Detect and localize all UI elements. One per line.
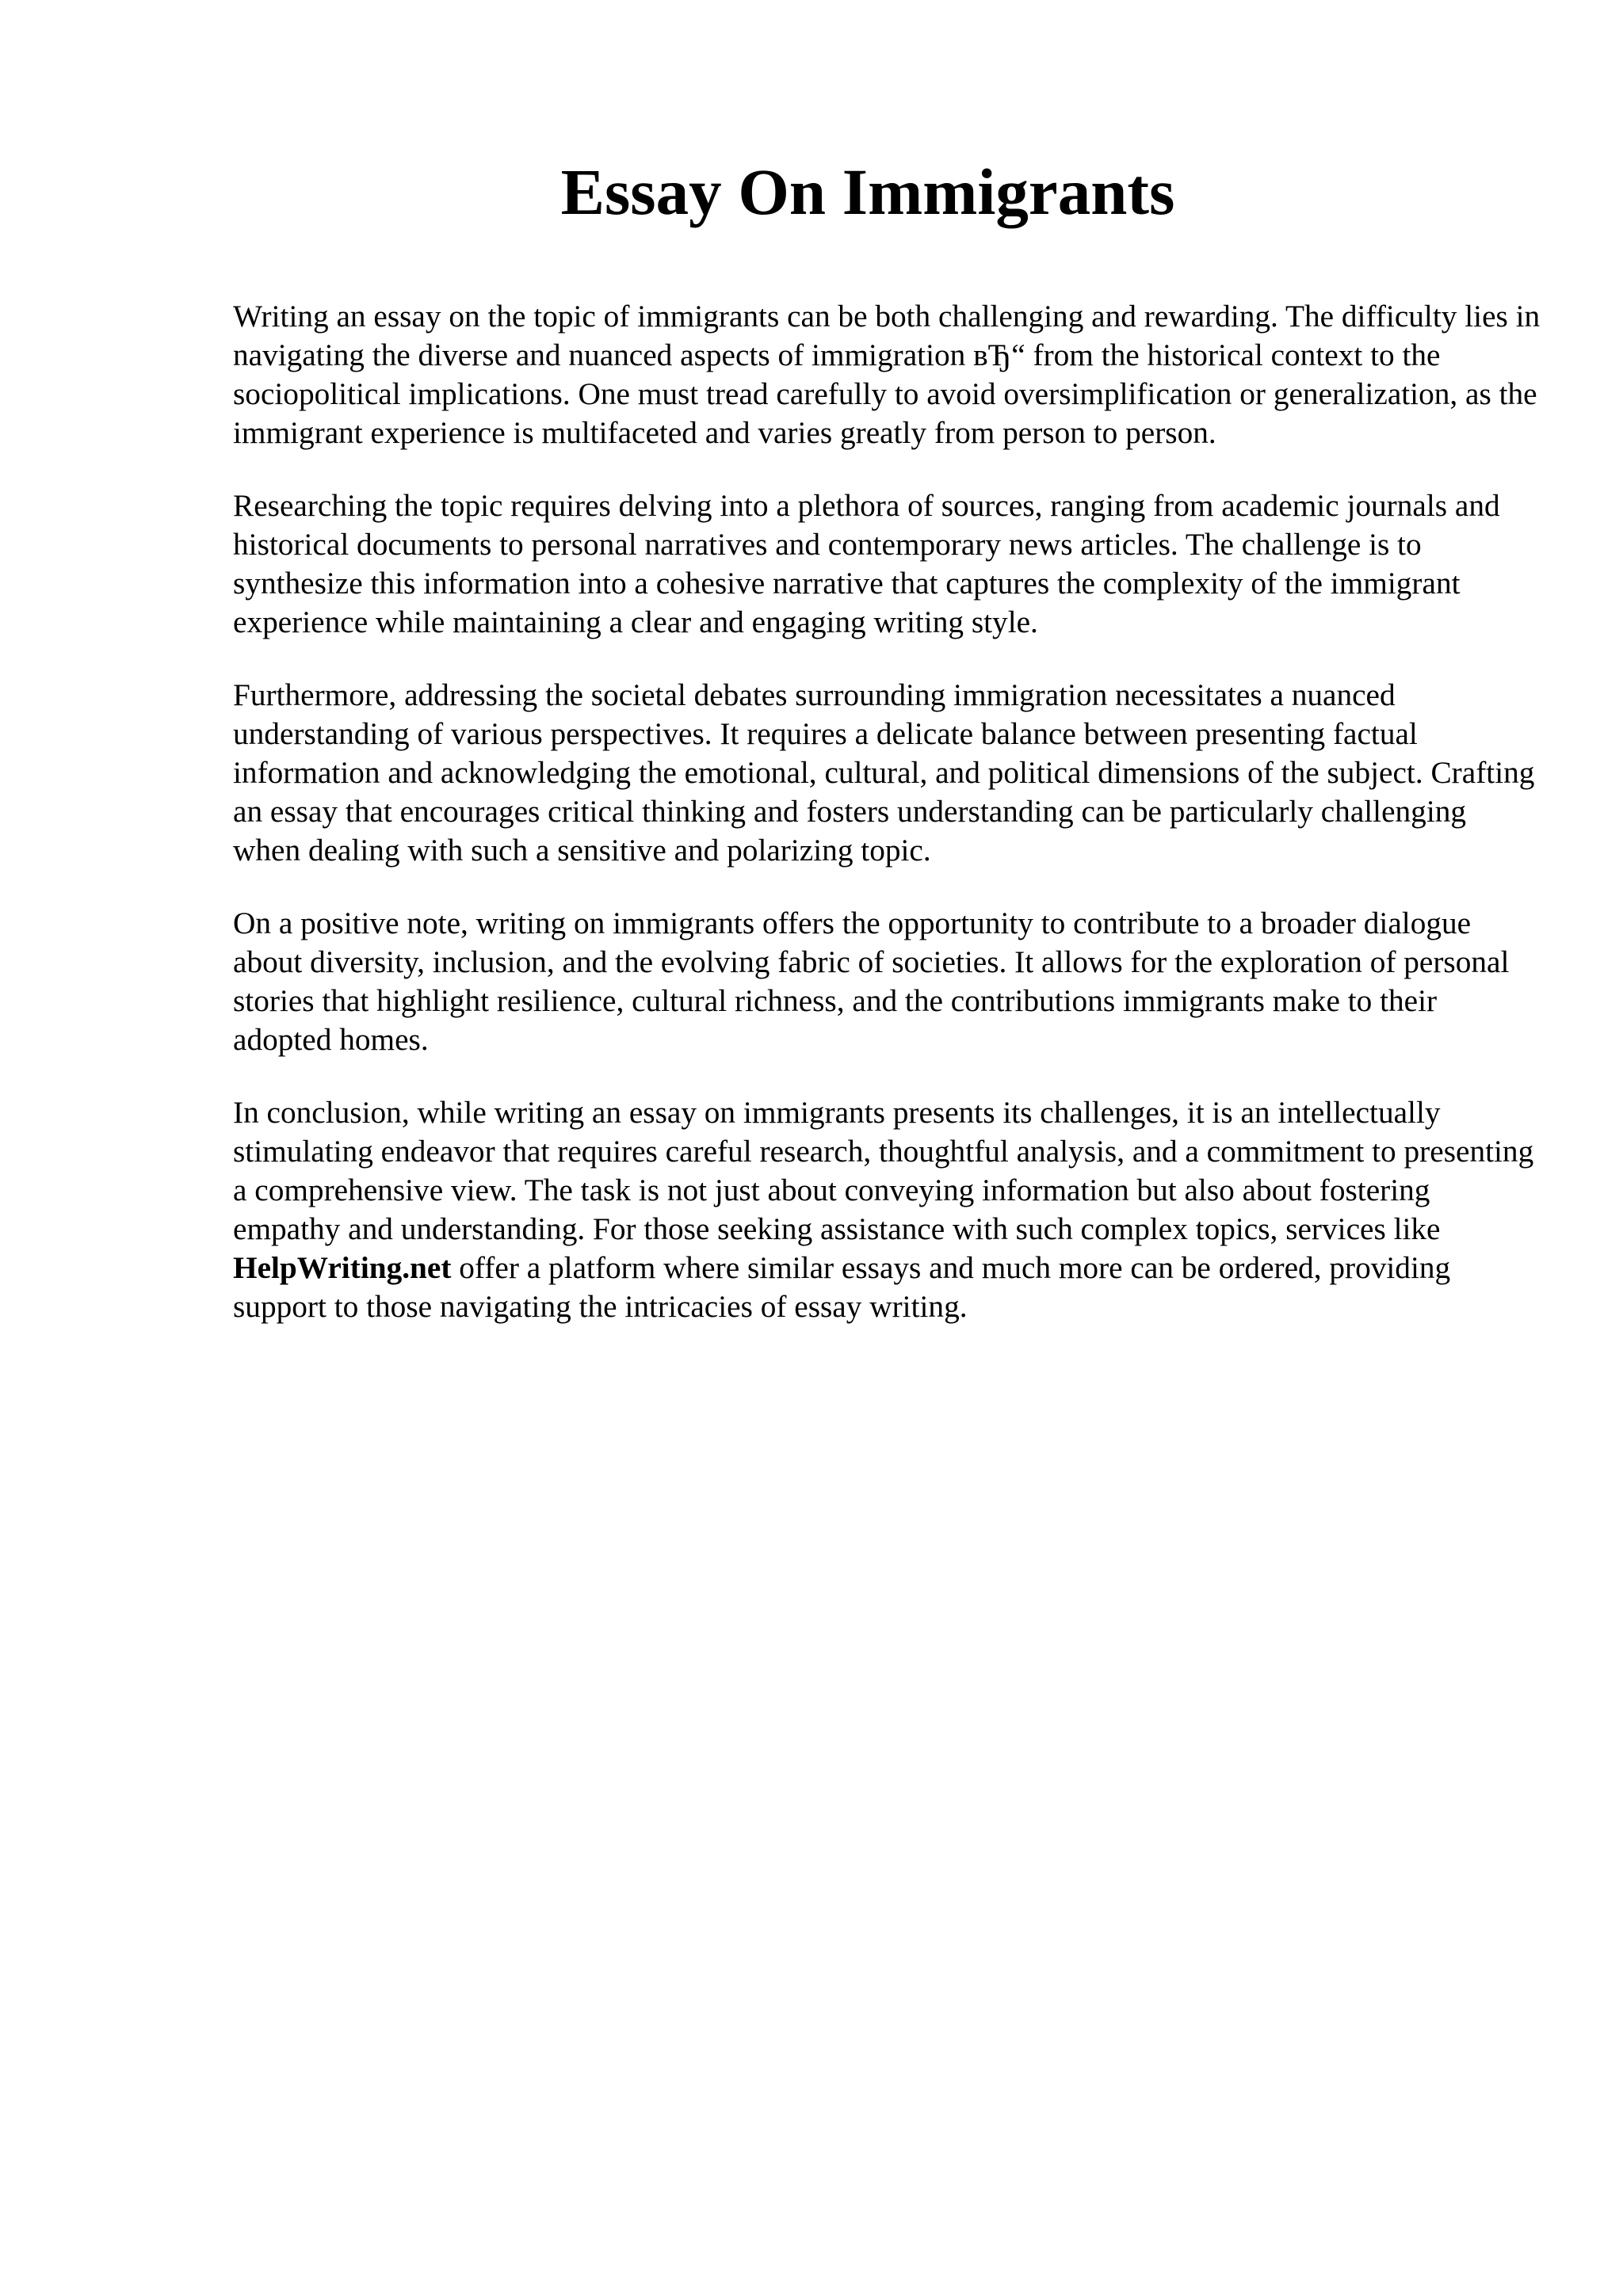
brand-name: HelpWriting.net xyxy=(233,1250,452,1285)
paragraph-conclusion xyxy=(233,1093,1541,1326)
paragraph-2: Researching the topic requires delving into a plethora of sources, ranging from academic journals and historical documents to personal narratives and contemporary news articles. The challenge is to synthesize this information into a cohesive narrative that captures the complexity of the immigrant experience while maintaining a clear and engaging writing style. xyxy=(233,488,1500,639)
conclusion-text-start: In conclusion, while writing an essay on immigrants presents its challenges, it is an intellectually stimulating endeavor that requires careful research, thoughtful analysis, and a commitment to presenting a comprehensive view. The task is not just about conveying information but also about fostering empathy and understanding. For those seeking assistance with such complex topics, services like xyxy=(233,1095,1534,1246)
paragraph-3: Furthermore, addressing the societal debates surrounding immigration necessitates a nuanced understanding of various perspectives. It requires a delicate balance between presenting factual information and acknowledging the emotional, cultural, and political dimensions of the subject. Crafting an essay that encourages critical thinking and fosters understanding can be particularly challenging when dealing with such a sensitive and polarizing topic. xyxy=(233,677,1535,868)
conclusion-text-end: offer a platform where similar essays and much more can be ordered, providing support to those navigating the intricacies of essay writing. xyxy=(233,1250,1451,1324)
page-title: Essay On Immigrants xyxy=(560,155,1175,228)
paragraph-4: On a positive note, writing on immigrants offers the opportunity to contribute to a broader dialogue about diversity, inclusion, and the evolving fabric of societies. It allows for the exploration of personal stories that highlight resilience, cultural richness, and the contributions immigrants make to their adopted homes. xyxy=(233,906,1510,1057)
paragraph-1: Writing an essay on the topic of immigrants can be both challenging and rewarding. The difficulty lies in navigating the diverse and nuanced aspects of immigration вЂ“ from the historical context to the sociopolitical implications. One must tread carefully to avoid oversimplification or generalization, as the immigrant experience is multifaceted and varies greatly from person to person. xyxy=(233,299,1541,450)
essay-body xyxy=(233,297,1541,1360)
